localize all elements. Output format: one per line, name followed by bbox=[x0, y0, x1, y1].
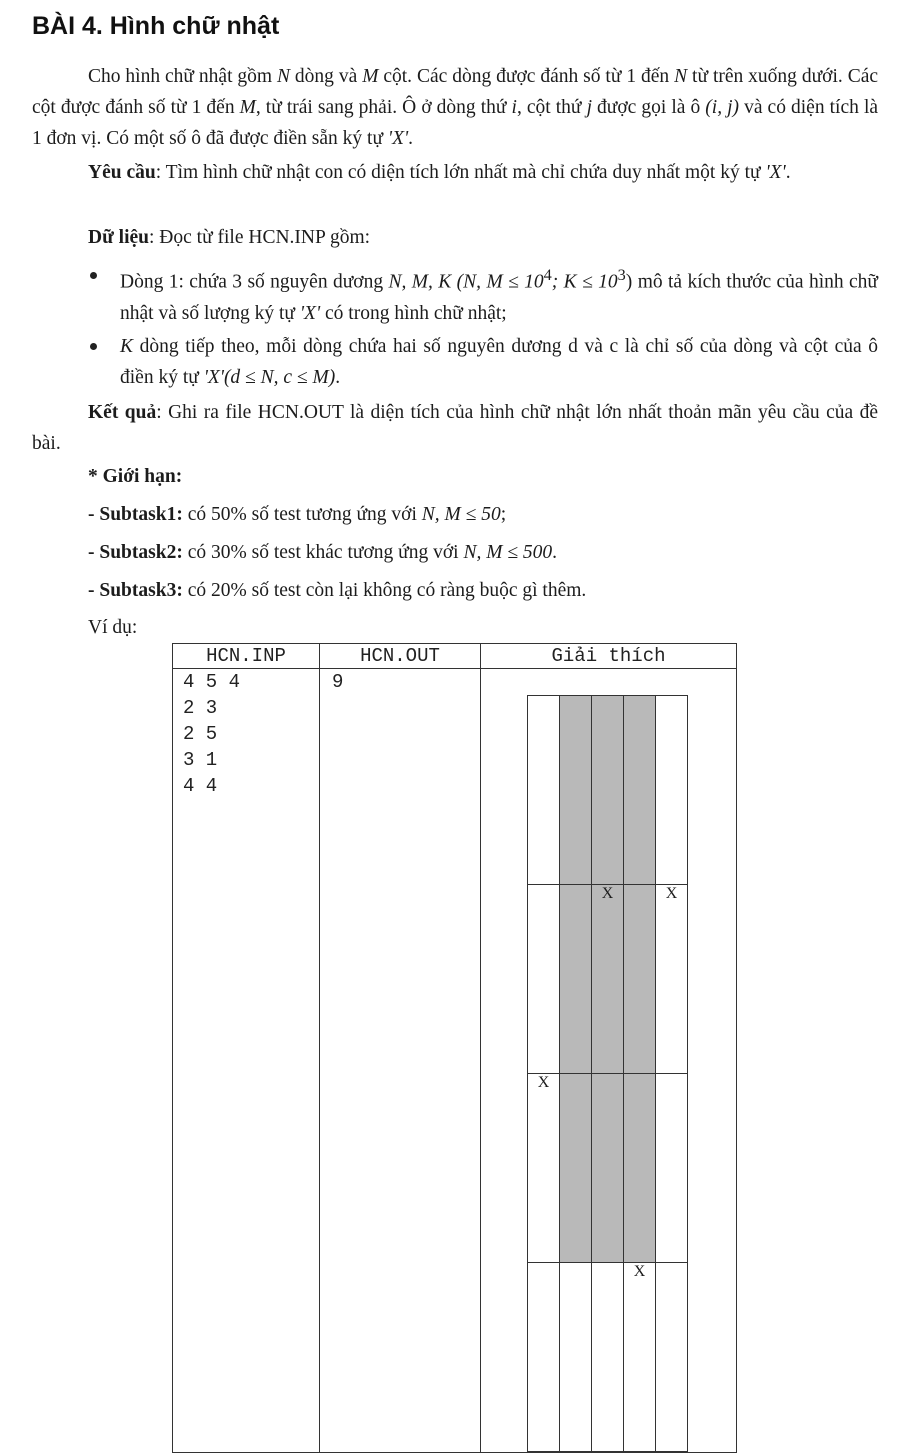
limits-heading: * Giới hạn: bbox=[88, 466, 183, 487]
grid-cell bbox=[592, 696, 624, 885]
bullet-dot bbox=[90, 343, 97, 350]
intro-paragraph: Cho hình chữ nhật gồm N dòng và M cột. Các dòng được đánh số từ 1 đến N từ trên xuống dưới. Các cột được đánh số từ 1 đến M, từ trái sang phải. Ô ở dòng thứ i, cột thứ j được gọi là ô (i, j) và có diện tích là 1 đơn vị. Có một số ô đã được điền sẵn ký tự 'X'. bbox=[32, 66, 879, 149]
explanation-column-header: Giải thích bbox=[481, 644, 737, 669]
bullet-line-1: Dòng 1: chứa 3 số nguyên dương N, M, K (N, $M \le 10^4$; $K \le 10^3$) mô tả kích thước của hình chữ nhật và số lượng ký tự 'X' có trong hình chữ nhật; bbox=[120, 266, 878, 324]
input-line: 4 5 4 bbox=[183, 671, 241, 693]
subtask-1: - Subtask1: có 50% số test tương ứng với N, M ≤ 50; bbox=[88, 504, 507, 525]
input-spec-heading: Dữ liệu: Đọc từ file HCN.INP gồm: bbox=[88, 227, 371, 248]
input-line: 3 1 bbox=[183, 749, 218, 771]
grid-cell bbox=[592, 1074, 624, 1263]
grid-cell-x: X bbox=[528, 1074, 560, 1263]
output-line: 9 bbox=[332, 671, 344, 693]
grid-cell bbox=[656, 1074, 688, 1263]
grid-cell bbox=[656, 696, 688, 885]
grid-cell bbox=[592, 1263, 624, 1452]
grid-cell bbox=[560, 1074, 592, 1263]
input-line: 2 3 bbox=[183, 697, 218, 719]
input-cell bbox=[173, 669, 320, 1453]
grid-cell bbox=[560, 1263, 592, 1452]
grid-row bbox=[528, 885, 688, 1074]
output-column-header: HCN.OUT bbox=[320, 644, 481, 669]
subtask-2: - Subtask2: có 30% số test khác tương ứng với N, M ≤ 500. bbox=[88, 542, 558, 563]
grid-cell bbox=[528, 1263, 560, 1452]
example-table bbox=[172, 643, 737, 1453]
grid-cell bbox=[560, 885, 592, 1074]
input-line: 4 4 bbox=[183, 775, 218, 797]
grid-row bbox=[528, 1074, 688, 1263]
bullet-line-2: K dòng tiếp theo, mỗi dòng chứa hai số nguyên dương d và c là chỉ số của dòng và cột của ô điền ký tự 'X'(d ≤ N, c ≤ M). bbox=[120, 336, 878, 388]
input-column-header: HCN.INP bbox=[173, 644, 320, 669]
explanation-cell bbox=[481, 669, 737, 1453]
grid-cell bbox=[624, 885, 656, 1074]
output-cell bbox=[320, 669, 481, 1453]
input-line: 2 5 bbox=[183, 723, 218, 745]
grid-row bbox=[528, 696, 688, 885]
subtask-3: - Subtask3: có 20% số test còn lại không có ràng buộc gì thêm. bbox=[88, 580, 587, 601]
grid-cell bbox=[624, 696, 656, 885]
problem-title: BÀI 4. Hình chữ nhật bbox=[32, 12, 280, 40]
grid-cell-x: X bbox=[656, 885, 688, 1074]
grid-cell bbox=[560, 696, 592, 885]
grid-cell-x: X bbox=[592, 885, 624, 1074]
grid-cell bbox=[528, 885, 560, 1074]
grid-cell-x: X bbox=[624, 1263, 656, 1452]
example-grid bbox=[527, 695, 688, 1452]
grid-cell bbox=[624, 1074, 656, 1263]
output-paragraph: Kết quả: Ghi ra file HCN.OUT là diện tích của hình chữ nhật lớn nhất thoản mãn yêu cầu của đề bài. bbox=[32, 402, 878, 454]
grid-cell bbox=[528, 696, 560, 885]
requirement-paragraph: Yêu cầu: Tìm hình chữ nhật con có diện tích lớn nhất mà chỉ chứa duy nhất một ký tự 'X'. bbox=[88, 162, 791, 183]
grid-row bbox=[528, 1263, 688, 1452]
bullet-dot bbox=[90, 272, 97, 279]
example-label: Ví dụ: bbox=[88, 617, 138, 638]
grid-cell bbox=[656, 1263, 688, 1452]
